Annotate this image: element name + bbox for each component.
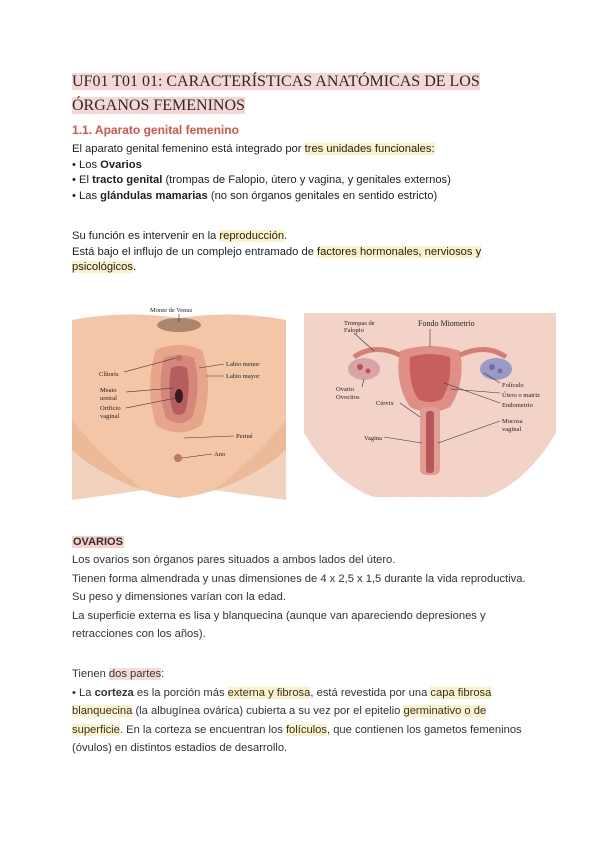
corteza-l1-hl2: capa fibrosa [430, 686, 492, 699]
bullet-1-prefix: • Los [72, 158, 101, 171]
label-foliculo: Folículo [502, 382, 524, 389]
corteza-l3-hl: superficie [72, 723, 120, 736]
corteza-l1-mid: es la porción más [133, 686, 228, 699]
function-l1-text: Su función es intervenir en la [72, 230, 220, 242]
intro-lead-text: El aparato genital femenino está integrado por [72, 143, 305, 155]
ovarios-heading: OVARIOS [73, 536, 123, 548]
ovarios-partes [72, 665, 542, 758]
label-meato-2: uretral [100, 395, 117, 402]
ovarios-p2: Tienen forma almendrada y unas dimensiones de 4 x 2,5 x 1,5 durante la vida reproductiva. [72, 572, 526, 585]
corteza-l1-prefix: • La [72, 686, 95, 699]
label-orificio-1: Orificio [100, 405, 121, 412]
bullet-2-text: (trompas de Falopio, útero y vagina, y genitales externos) [162, 174, 451, 186]
label-utero: Útero o matriz [502, 392, 540, 399]
intro-lead [72, 142, 451, 158]
bullet-2-bold: tracto genital [92, 174, 163, 186]
corteza-l1-hl: externa y fibrosa [227, 686, 311, 699]
bullet-3-bold: glándulas mamarias [100, 189, 208, 202]
ovarios-p4a: La superficie externa es lisa y blanquecina (aunque van apareciendo depresiones y [72, 609, 486, 622]
label-vagina: Vagina [364, 435, 383, 442]
corteza-line-2 [72, 702, 542, 721]
function-paragraph [72, 229, 481, 276]
ovarios-p4b: retracciones con los años). [72, 628, 206, 640]
label-meato-1: Meato [100, 387, 117, 394]
function-l1-highlight: reproducción [219, 230, 285, 242]
corteza-l3-hl2: folículos [285, 723, 327, 736]
bullet-tracto [72, 173, 451, 189]
function-l3-end: . [132, 261, 137, 273]
label-ovario: Ovario [336, 386, 355, 393]
corteza-l2-mid: (la albugínea ovárica) cubierta a su vez por el epitelio [132, 705, 404, 717]
label-labio-mayor: Labio mayor [226, 373, 260, 380]
internal-organs-figure [304, 313, 556, 497]
external-genitalia-figure [64, 300, 294, 500]
function-l1-end: . [284, 230, 288, 242]
label-ano: Ano [214, 451, 226, 458]
title-line-1: UF01 T01 01: CARACTERÍSTICAS ANATÓMICAS DE LOS [72, 73, 480, 90]
corteza-line-4: (óvulos) en distintos estadios de desarrollo. [72, 742, 288, 754]
bullet-ovarios [72, 158, 451, 174]
bullet-3-text: (no son órganos genitales en sentido estricto) [207, 189, 438, 202]
label-monte-venus: Monte de Venus [150, 307, 193, 314]
function-line-1 [72, 229, 481, 245]
corteza-l2-hl: blanquecina [72, 705, 133, 717]
label-mucosa-1: Mucosa [502, 418, 523, 425]
function-l2-highlight: factores hormonales, nerviosos y [317, 245, 482, 258]
bullet-3-prefix: • Las [72, 189, 101, 202]
label-cervix: Cérvix [376, 400, 394, 407]
partes-prefix: Tienen [72, 668, 109, 680]
bullet-glandulas [72, 189, 451, 205]
label-clitoris: Clítoris [99, 371, 119, 378]
partes-line [72, 665, 542, 684]
function-l2-text: Está bajo el influjo de un complejo entramado de [72, 245, 318, 258]
corteza-bold: corteza [94, 686, 134, 699]
ovarios-p3: Su peso y dimensiones varían con la edad. [72, 591, 286, 603]
label-perine: Periné [236, 433, 253, 440]
intro-paragraph [72, 142, 451, 204]
title-line-2: ÓRGANOS FEMENINOS [72, 97, 245, 114]
function-line-2 [72, 245, 481, 261]
corteza-line-1 [72, 684, 542, 703]
page-title [72, 70, 492, 118]
partes-highlight: dos partes [108, 668, 162, 680]
label-fondo-miometrio: Fondo Miometrio [418, 319, 475, 328]
corteza-l1-mid2: , está revestida por una [310, 686, 431, 699]
label-trompas-2: Falopio [344, 327, 364, 334]
bullet-1-bold: Ovarios [100, 158, 142, 171]
section-subtitle: 1.1. Aparato genital femenino [72, 123, 239, 137]
corteza-line-3 [72, 721, 542, 740]
label-labio-menor: Labio menor [226, 361, 260, 368]
ovarios-description [72, 551, 542, 644]
bullet-2-prefix: • El [72, 174, 93, 186]
function-l3-highlight: psicológicos [72, 261, 133, 273]
label-ovocitos: Ovocitos [336, 394, 360, 401]
ovarios-p1: Los ovarios son órganos pares situados a ambos lados del útero. [72, 554, 396, 566]
label-mucosa-2: vaginal [502, 426, 522, 433]
corteza-l2-hl2: germinativo o de [403, 705, 487, 717]
partes-end: : [161, 668, 165, 680]
intro-lead-highlight: tres unidades funcionales: [304, 143, 435, 155]
function-line-3 [72, 260, 481, 276]
label-endometrio: Endometrio [502, 402, 533, 409]
label-orificio-2: vaginal [100, 413, 120, 420]
label-trompas-1: Trompas de [344, 320, 375, 327]
corteza-l3-end: , que contienen los gametos femeninos [326, 723, 522, 736]
corteza-l3-mid: . En la corteza se encuentran los [119, 723, 286, 736]
